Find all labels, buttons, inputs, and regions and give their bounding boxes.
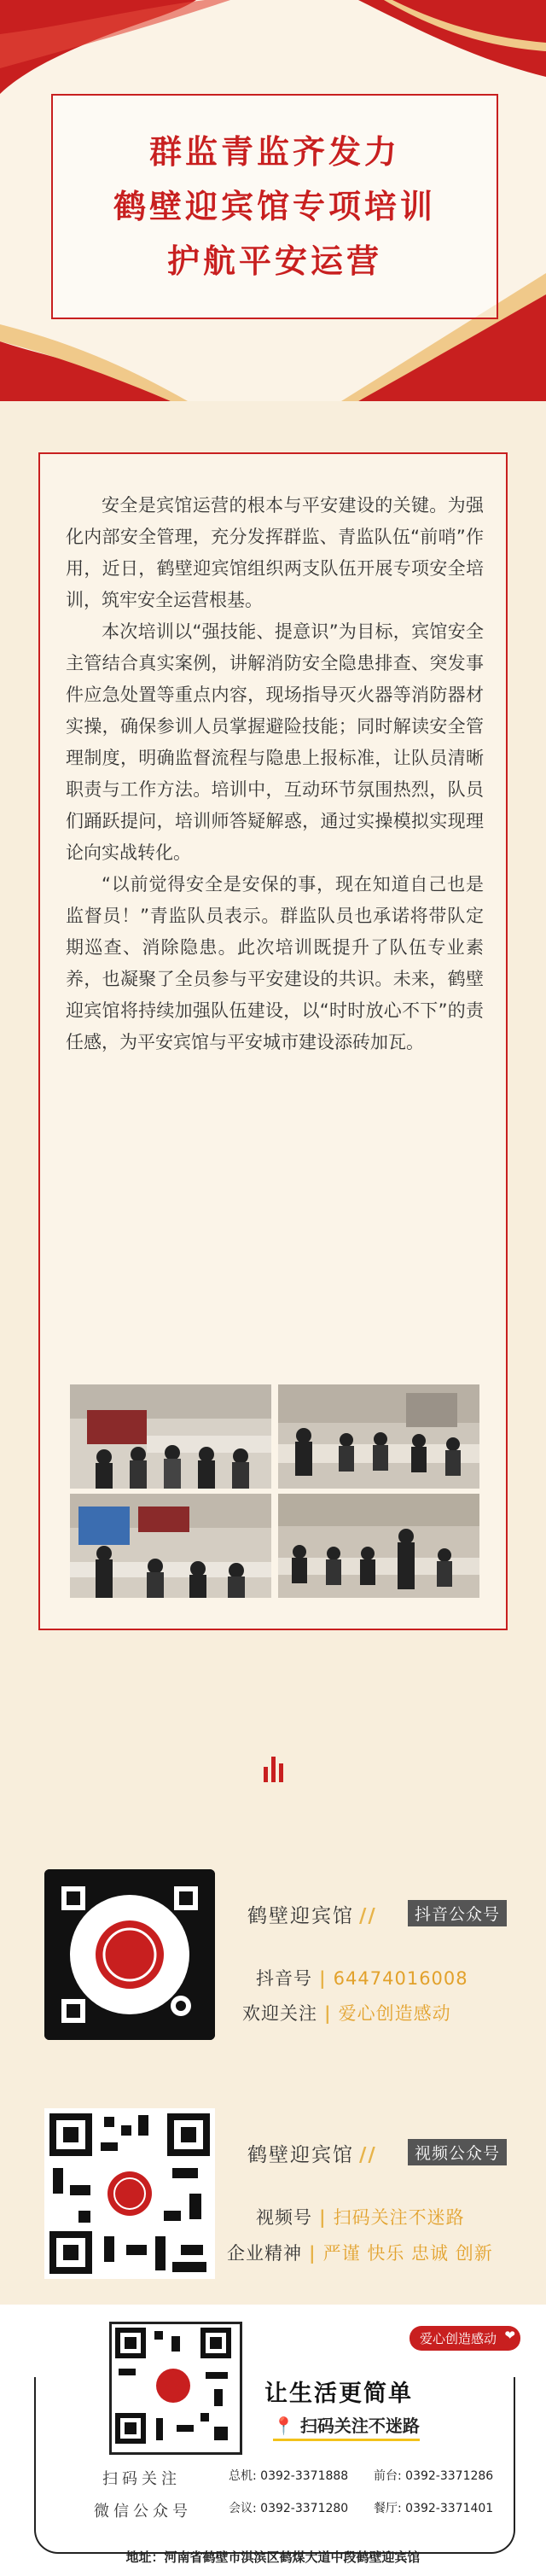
section-divider-icon — [264, 1757, 284, 1782]
video-id-value: 扫码关注不迷路 — [333, 2207, 465, 2228]
phone-restaurant-value: 0392-3371401 — [405, 2502, 494, 2515]
video-slashes: // — [359, 2144, 377, 2166]
photo-grid — [70, 1384, 479, 1598]
training-photo-2[interactable] — [278, 1384, 479, 1489]
footer-scan-tip-text: 扫码关注不迷路 — [299, 2416, 420, 2436]
header-banner — [0, 0, 546, 401]
training-photo-1[interactable] — [70, 1384, 271, 1489]
location-icon: 📍 — [273, 2416, 294, 2436]
phone-frontdesk-value: 0392-3371286 — [405, 2469, 494, 2483]
phone-restaurant-label: 餐厅: — [374, 2502, 402, 2515]
video-spirit-separator: | — [309, 2243, 317, 2264]
douyin-id-row — [256, 1965, 468, 1990]
douyin-welcome-label: 欢迎关注 — [242, 2003, 317, 2024]
video-hotel-name-text: 鹤壁迎宾馆 — [247, 2144, 354, 2166]
phone-frontdesk-label: 前台: — [374, 2469, 402, 2483]
video-id-row — [256, 2204, 465, 2229]
title-line-3: 护航平安运营 — [166, 242, 382, 280]
footer-scan-tip — [273, 2412, 420, 2441]
footer-badge — [410, 2326, 520, 2351]
phone-frontdesk — [374, 2467, 493, 2484]
article-body — [66, 490, 484, 1058]
phone-switchboard — [229, 2467, 348, 2484]
title-box — [51, 94, 498, 319]
phone-switchboard-label: 总机: — [229, 2469, 257, 2483]
douyin-welcome-value: 爱心创造感动 — [338, 2003, 451, 2024]
phone-meeting-value: 0392-3371280 — [260, 2502, 349, 2515]
phone-meeting — [229, 2499, 348, 2516]
wechat-qr-code[interactable] — [109, 2322, 242, 2455]
footer-handwrite-line-2: 微信公众号 — [94, 2503, 192, 2521]
douyin-account-tag: 抖音公众号 — [408, 1900, 507, 1926]
heart-icon: ❤ — [504, 2328, 515, 2343]
video-id-label: 视频号 — [256, 2207, 312, 2228]
video-id-separator: | — [319, 2207, 327, 2228]
video-hotel-name — [247, 2139, 382, 2167]
training-photo-3[interactable] — [70, 1494, 271, 1598]
training-photo-4[interactable] — [278, 1494, 479, 1598]
footer-address: 地址：河南省鹤壁市淇滨区鹤煤大道中段鹤壁迎宾馆 — [125, 2550, 421, 2565]
footer-badge-text: 爱心创造感动 — [419, 2331, 497, 2346]
title-line-2: 鹤壁迎宾馆专项培训 — [113, 188, 436, 225]
footer-handwrite-line-1: 扫码关注 — [102, 2470, 181, 2488]
douyin-hotel-name — [247, 1900, 382, 1928]
douyin-id-label: 抖音号 — [256, 1968, 312, 1989]
article-card — [38, 452, 508, 1630]
phone-switchboard-value: 0392-3371888 — [260, 2469, 349, 2483]
phone-meeting-label: 会议: — [229, 2502, 257, 2515]
title-line-1: 群监青监齐发力 — [148, 133, 400, 171]
footer-slogan: 让生活更简单 — [264, 2381, 413, 2407]
douyin-qr-code[interactable] — [44, 1869, 215, 2040]
douyin-id-value: 64474016008 — [333, 1968, 468, 1989]
video-account-tag: 视频公众号 — [408, 2139, 507, 2165]
article-paragraph-1: 安全是宾馆运营的根本与平安建设的关键。为强化内部安全管理，充分发挥群监、青监队伍“前哨”作用，近日，鹤壁迎宾馆组织两支队伍开展专项安全培训，筑牢安全运营根基。 — [66, 495, 484, 610]
douyin-slashes: // — [359, 1905, 377, 1927]
article-paragraph-2: 本次培训以“强技能、提意识”为目标，宾馆安全主管结合真实案例，讲解消防安全隐患排查、突发事件应急处置等重点内容，现场指导灭火器等消防器材实操，确保参训人员掌握避险技能；同时解读安全管理制度，明确监督流程与隐患上报标准，让队员清晰职责与工作方法。培训中，互动环节氛围热烈，队员们踊跃提问，培训师答疑解惑，通过实操模拟实现理论向实战转化。 — [66, 621, 484, 863]
article-paragraph-3: “以前觉得安全是安保的事，现在知道自己也是监督员！”青监队员表示。群监队员也承诺将带队定期巡查、消除隐患。此次培训既提升了队伍专业素养，也凝聚了全员参与平安建设的共识。未来，鹤壁迎宾馆将持续加强队伍建设，以“时时放心不下”的责任感，为平安宾馆与平安城市建设添砖加瓦。 — [66, 874, 484, 1052]
douyin-welcome-row — [242, 2000, 451, 2025]
video-qr-code[interactable] — [44, 2108, 215, 2279]
footer — [0, 2305, 546, 2576]
douyin-hotel-name-text: 鹤壁迎宾馆 — [247, 1905, 354, 1927]
video-spirit-label: 企业精神 — [227, 2243, 302, 2264]
video-spirit-row — [227, 2240, 493, 2265]
phone-restaurant — [374, 2499, 493, 2516]
douyin-id-separator: | — [319, 1968, 327, 1989]
douyin-welcome-separator: | — [324, 2003, 332, 2024]
video-spirit-value: 严谨 快乐 忠诚 创新 — [322, 2243, 493, 2264]
